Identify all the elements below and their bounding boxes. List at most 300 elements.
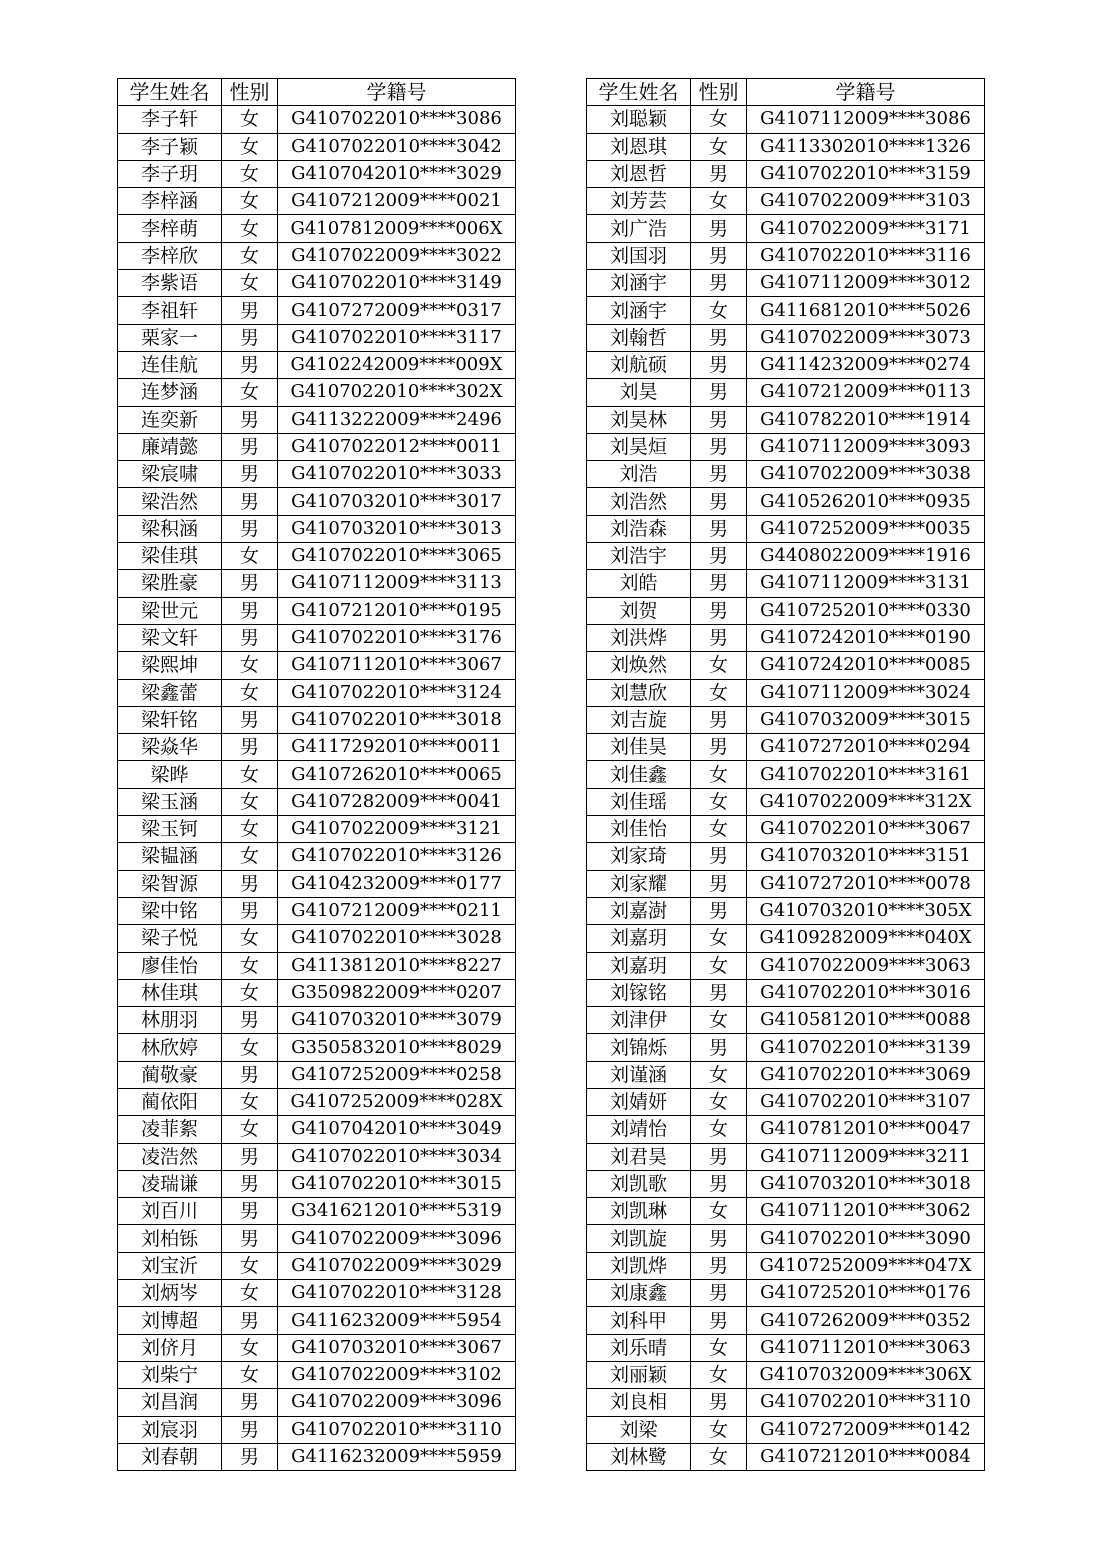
student-id-cell: G4107022010****3042 [278,133,516,160]
student-id-cell: G4107112009****3086 [747,106,985,133]
table-row [587,925,985,952]
student-id-cell: G4107022010****3128 [278,1280,516,1307]
student-id-cell: G4107812009****006X [278,215,516,242]
table-row [118,515,516,542]
student-id-cell: G4107032010****305X [747,897,985,924]
table-row [118,925,516,952]
student-gender-cell: 男 [222,1170,278,1197]
student-id-cell: G4107212010****0084 [747,1443,985,1470]
table-row [118,1225,516,1252]
table-row [118,324,516,351]
student-name-cell: 梁玉涵 [118,788,222,815]
student-name-cell: 梁熙坤 [118,652,222,679]
student-gender-cell: 女 [691,133,747,160]
table-row [587,515,985,542]
student-gender-cell: 男 [691,597,747,624]
student-name-cell: 刘浩森 [587,515,691,542]
student-gender-cell: 男 [691,843,747,870]
table-row [587,570,985,597]
student-id-cell: G4107032010****3013 [278,515,516,542]
student-id-cell: G4107032010****3079 [278,1007,516,1034]
student-gender-cell: 女 [691,952,747,979]
student-id-cell: G4105262010****0935 [747,488,985,515]
student-gender-cell: 女 [222,242,278,269]
student-id-cell: G4107022010****3067 [747,816,985,843]
student-gender-cell: 男 [691,1280,747,1307]
header-gender: 性别 [691,79,747,106]
student-gender-cell: 男 [222,297,278,324]
student-id-cell: G3509822009****0207 [278,979,516,1006]
table-row [587,979,985,1006]
table-row [587,379,985,406]
table-row [587,1252,985,1279]
student-id-cell: G4107042010****3029 [278,160,516,187]
table-row [587,1334,985,1361]
student-name-cell: 刘聪颖 [587,106,691,133]
student-gender-cell: 女 [222,160,278,187]
table-row [587,1361,985,1388]
student-name-cell: 刘浩 [587,461,691,488]
student-id-cell: G4107022010****3126 [278,843,516,870]
student-name-cell: 凌菲絮 [118,1116,222,1143]
student-id-cell: G4107032010****3067 [278,1334,516,1361]
student-name-cell: 刘婧妍 [587,1088,691,1115]
student-gender-cell: 男 [691,543,747,570]
student-name-cell: 刘吉旋 [587,706,691,733]
student-id-cell: G4107252010****0176 [747,1280,985,1307]
student-gender-cell: 女 [222,1361,278,1388]
student-gender-cell: 男 [691,270,747,297]
student-name-cell: 刘炳岑 [118,1280,222,1307]
student-name-cell: 刘嘉澍 [587,897,691,924]
student-name-cell: 刘国羽 [587,242,691,269]
student-name-cell: 梁玉钶 [118,816,222,843]
student-name-cell: 刘浩宇 [587,543,691,570]
student-name-cell: 梁韫涵 [118,843,222,870]
student-id-cell: G4107032010****3151 [747,843,985,870]
student-gender-cell: 女 [222,188,278,215]
student-gender-cell: 男 [222,1007,278,1034]
header-name: 学生姓名 [118,79,222,106]
student-name-cell: 刘凯烨 [587,1252,691,1279]
student-gender-cell: 男 [691,461,747,488]
student-gender-cell: 男 [222,461,278,488]
table-row [118,1416,516,1443]
student-gender-cell: 男 [222,1307,278,1334]
student-id-cell: G4107032010****3017 [278,488,516,515]
student-gender-cell: 男 [222,488,278,515]
student-id-cell: G4107022009****3171 [747,215,985,242]
student-id-cell: G4116812010****5026 [747,297,985,324]
table-row [118,242,516,269]
student-id-cell: G4107022010****3086 [278,106,516,133]
student-gender-cell: 女 [691,106,747,133]
student-id-cell: G4107112010****3067 [278,652,516,679]
student-id-cell: G4116232009****5959 [278,1443,516,1470]
student-name-cell: 刘嘉玥 [587,952,691,979]
student-id-cell: G4107272010****0078 [747,870,985,897]
student-id-cell: G4107022010****3015 [278,1170,516,1197]
student-table-right [586,78,985,1471]
student-gender-cell: 女 [691,1361,747,1388]
table-row [118,979,516,1006]
student-gender-cell: 男 [691,1225,747,1252]
student-gender-cell: 女 [222,979,278,1006]
student-gender-cell: 女 [691,1007,747,1034]
student-id-cell: G4107022010****3124 [278,679,516,706]
student-gender-cell: 女 [691,761,747,788]
table-row [587,297,985,324]
student-name-cell: 梁轩铭 [118,706,222,733]
student-gender-cell: 女 [222,788,278,815]
table-row [118,406,516,433]
student-gender-cell: 女 [222,679,278,706]
student-id-cell: G4107022010****3176 [278,624,516,651]
table-row [118,1116,516,1143]
student-name-cell: 刘康鑫 [587,1280,691,1307]
student-id-cell: G4408022009****1916 [747,543,985,570]
table-row [118,652,516,679]
student-name-cell: 李梓涵 [118,188,222,215]
student-gender-cell: 男 [222,1143,278,1170]
student-gender-cell: 女 [222,215,278,242]
table-row [587,270,985,297]
table-row [118,1307,516,1334]
student-gender-cell: 男 [691,160,747,187]
student-name-cell: 刘浩然 [587,488,691,515]
student-id-cell: G4107022010****3065 [278,543,516,570]
student-id-cell: G4107022009****3022 [278,242,516,269]
student-id-cell: G4107022012****0011 [278,433,516,460]
table-row [587,106,985,133]
table-row [118,188,516,215]
student-name-cell: 梁智源 [118,870,222,897]
table-row [118,351,516,378]
student-name-cell: 刘昊烜 [587,433,691,460]
table-row [587,1034,985,1061]
student-name-cell: 梁浩然 [118,488,222,515]
student-gender-cell: 女 [691,1334,747,1361]
student-id-cell: G4107022009****3096 [278,1389,516,1416]
student-name-cell: 刘昌润 [118,1389,222,1416]
student-gender-cell: 女 [222,843,278,870]
table-row [587,1061,985,1088]
student-gender-cell: 女 [222,270,278,297]
student-gender-cell: 男 [691,624,747,651]
student-name-cell: 刘凯歌 [587,1170,691,1197]
student-id-cell: G4107022010****3069 [747,1061,985,1088]
student-name-cell: 李子颖 [118,133,222,160]
student-id-cell: G4116232009****5954 [278,1307,516,1334]
table-row [118,1170,516,1197]
table-row [587,1007,985,1034]
student-name-cell: 蔺依阳 [118,1088,222,1115]
student-id-cell: G4107032010****3018 [747,1170,985,1197]
student-name-cell: 林朋羽 [118,1007,222,1034]
table-row [118,1252,516,1279]
student-gender-cell: 女 [691,652,747,679]
student-name-cell: 李梓萌 [118,215,222,242]
student-gender-cell: 男 [691,706,747,733]
student-gender-cell: 男 [222,1443,278,1470]
student-gender-cell: 男 [691,1307,747,1334]
student-gender-cell: 男 [691,215,747,242]
student-name-cell: 李梓欣 [118,242,222,269]
table-row [587,597,985,624]
student-gender-cell: 男 [691,1034,747,1061]
student-name-cell: 刘佳怡 [587,816,691,843]
student-id-cell: G4113222009****2496 [278,406,516,433]
student-gender-cell: 女 [691,1198,747,1225]
table-row [587,870,985,897]
header-id: 学籍号 [747,79,985,106]
student-id-cell: G4117292010****0011 [278,734,516,761]
student-gender-cell: 男 [222,406,278,433]
table-row [587,433,985,460]
student-gender-cell: 男 [222,597,278,624]
table-row [118,488,516,515]
student-gender-cell: 男 [222,351,278,378]
student-gender-cell: 女 [222,106,278,133]
student-id-cell: G4107022009****3102 [278,1361,516,1388]
table-row [118,1389,516,1416]
student-gender-cell: 女 [222,379,278,406]
table-row [118,624,516,651]
student-id-cell: G4107242010****0190 [747,624,985,651]
student-gender-cell: 女 [222,816,278,843]
student-id-cell: G4107242010****0085 [747,652,985,679]
student-id-cell: G4107262010****0065 [278,761,516,788]
table-row [587,543,985,570]
table-row [587,624,985,651]
student-name-cell: 梁晔 [118,761,222,788]
student-gender-cell: 男 [222,1198,278,1225]
student-id-cell: G4114232009****0274 [747,351,985,378]
student-gender-cell: 男 [691,488,747,515]
student-gender-cell: 男 [691,870,747,897]
student-name-cell: 刘凯琳 [587,1198,691,1225]
student-name-cell: 梁积涵 [118,515,222,542]
student-id-cell: G4107252009****047X [747,1252,985,1279]
student-gender-cell: 女 [222,133,278,160]
table-row [118,1088,516,1115]
student-id-cell: G4107272009****0317 [278,297,516,324]
table-row [118,1034,516,1061]
student-gender-cell: 男 [222,570,278,597]
student-name-cell: 连奕新 [118,406,222,433]
student-name-cell: 刘恩哲 [587,160,691,187]
table-row [118,215,516,242]
student-id-cell: G4107212010****0195 [278,597,516,624]
table-row [587,461,985,488]
student-id-cell: G4107022009****3073 [747,324,985,351]
student-gender-cell: 女 [691,788,747,815]
student-name-cell: 刘柴宁 [118,1361,222,1388]
student-gender-cell: 男 [222,433,278,460]
student-name-cell: 廉靖懿 [118,433,222,460]
student-gender-cell: 男 [691,515,747,542]
student-name-cell: 刘涵宇 [587,270,691,297]
student-id-cell: G4107022010****3117 [278,324,516,351]
student-gender-cell: 男 [691,1252,747,1279]
student-id-cell: G4107112009****3131 [747,570,985,597]
student-id-cell: G4107112009****3113 [278,570,516,597]
student-id-cell: G4107112009****3012 [747,270,985,297]
table-row [587,734,985,761]
student-gender-cell: 男 [691,570,747,597]
student-gender-cell: 女 [691,1416,747,1443]
student-name-cell: 梁佳琪 [118,543,222,570]
student-name-cell: 刘春朝 [118,1443,222,1470]
student-id-cell: G4107112010****3063 [747,1334,985,1361]
student-gender-cell: 女 [222,1116,278,1143]
header-row [118,79,516,106]
student-name-cell: 刘丽颖 [587,1361,691,1388]
table-row [587,406,985,433]
table-row [587,652,985,679]
student-id-cell: G4107022010****3159 [747,160,985,187]
student-gender-cell: 男 [222,1061,278,1088]
student-name-cell: 刘侪月 [118,1334,222,1361]
student-gender-cell: 女 [222,1252,278,1279]
student-name-cell: 林欣婷 [118,1034,222,1061]
table-row [587,488,985,515]
student-name-cell: 刘佳昊 [587,734,691,761]
table-row [118,543,516,570]
student-id-cell: G4107112009****3024 [747,679,985,706]
student-id-cell: G4107272009****0142 [747,1416,985,1443]
table-row [118,1361,516,1388]
student-name-cell: 刘航硕 [587,351,691,378]
student-name-cell: 连梦涵 [118,379,222,406]
student-name-cell: 梁焱华 [118,734,222,761]
student-name-cell: 刘镓铭 [587,979,691,1006]
student-name-cell: 刘博超 [118,1307,222,1334]
table-row [118,734,516,761]
table-row [587,843,985,870]
table-row [587,351,985,378]
student-name-cell: 梁子悦 [118,925,222,952]
student-id-cell: G4107022010****3107 [747,1088,985,1115]
student-id-cell: G4107022010****3018 [278,706,516,733]
student-id-cell: G4107212009****0113 [747,379,985,406]
student-name-cell: 刘佳鑫 [587,761,691,788]
student-id-cell: G4107032009****3015 [747,706,985,733]
table-row [587,1198,985,1225]
table-row [587,706,985,733]
student-name-cell: 梁文轩 [118,624,222,651]
table-row [587,1389,985,1416]
table-row [118,843,516,870]
student-name-cell: 李紫语 [118,270,222,297]
student-gender-cell: 女 [222,1034,278,1061]
student-name-cell: 刘君昊 [587,1143,691,1170]
student-name-cell: 刘靖怡 [587,1116,691,1143]
student-gender-cell: 男 [691,379,747,406]
student-name-cell: 刘家琦 [587,843,691,870]
student-name-cell: 梁中铭 [118,897,222,924]
student-name-cell: 刘慧欣 [587,679,691,706]
student-name-cell: 刘宸羽 [118,1416,222,1443]
student-gender-cell: 女 [222,543,278,570]
student-name-cell: 刘洪烨 [587,624,691,651]
student-id-cell: G4107022009****3029 [278,1252,516,1279]
student-name-cell: 凌瑞谦 [118,1170,222,1197]
table-row [587,324,985,351]
header-gender: 性别 [222,79,278,106]
student-id-cell: G4107022009****3096 [278,1225,516,1252]
student-id-cell: G4107022010****3116 [747,242,985,269]
student-id-cell: G4107112009****3211 [747,1143,985,1170]
student-id-cell: G4107022009****3121 [278,816,516,843]
student-id-cell: G4107022010****3034 [278,1143,516,1170]
student-name-cell: 刘佳瑶 [587,788,691,815]
student-gender-cell: 女 [691,1443,747,1470]
student-id-cell: G4107252010****0330 [747,597,985,624]
table-row [118,1334,516,1361]
student-gender-cell: 男 [222,324,278,351]
student-gender-cell: 男 [691,1389,747,1416]
table-row [118,297,516,324]
table-row [118,816,516,843]
table-row [587,215,985,242]
student-gender-cell: 男 [691,1143,747,1170]
student-id-cell: G4102242009****009X [278,351,516,378]
student-gender-cell: 男 [222,624,278,651]
student-id-cell: G4107022010****3028 [278,925,516,952]
student-id-cell: G4107022010****3161 [747,761,985,788]
student-id-cell: G3505832010****8029 [278,1034,516,1061]
student-gender-cell: 女 [691,679,747,706]
student-id-cell: G4107022010****3139 [747,1034,985,1061]
table-row [118,461,516,488]
student-name-cell: 刘乐晴 [587,1334,691,1361]
student-name-cell: 李子玥 [118,160,222,187]
student-id-cell: G4107212009****0021 [278,188,516,215]
student-name-cell: 刘宝沂 [118,1252,222,1279]
student-id-cell: G3416212010****5319 [278,1198,516,1225]
table-row [118,160,516,187]
student-id-cell: G4107112010****3062 [747,1198,985,1225]
table-row [118,1280,516,1307]
table-row [118,870,516,897]
student-id-cell: G4105812010****0088 [747,1007,985,1034]
student-name-cell: 刘凯旋 [587,1225,691,1252]
student-name-cell: 梁宸啸 [118,461,222,488]
student-id-cell: G4113812010****8227 [278,952,516,979]
student-name-cell: 刘广浩 [587,215,691,242]
table-row [118,133,516,160]
table-row [587,761,985,788]
table-row [587,679,985,706]
student-name-cell: 刘锦烁 [587,1034,691,1061]
student-gender-cell: 男 [691,242,747,269]
student-name-cell: 蔺敬豪 [118,1061,222,1088]
student-name-cell: 刘柏铄 [118,1225,222,1252]
student-gender-cell: 女 [691,1061,747,1088]
student-gender-cell: 男 [691,1170,747,1197]
student-id-cell: G4107032009****306X [747,1361,985,1388]
student-name-cell: 刘林鹭 [587,1443,691,1470]
table-row [587,1225,985,1252]
table-row [587,1307,985,1334]
table-row [587,133,985,160]
table-row [587,1088,985,1115]
student-gender-cell: 女 [222,1088,278,1115]
student-table-left [117,78,516,1471]
student-id-cell: G4107022010****3110 [278,1416,516,1443]
student-id-cell: G4107022009****3103 [747,188,985,215]
